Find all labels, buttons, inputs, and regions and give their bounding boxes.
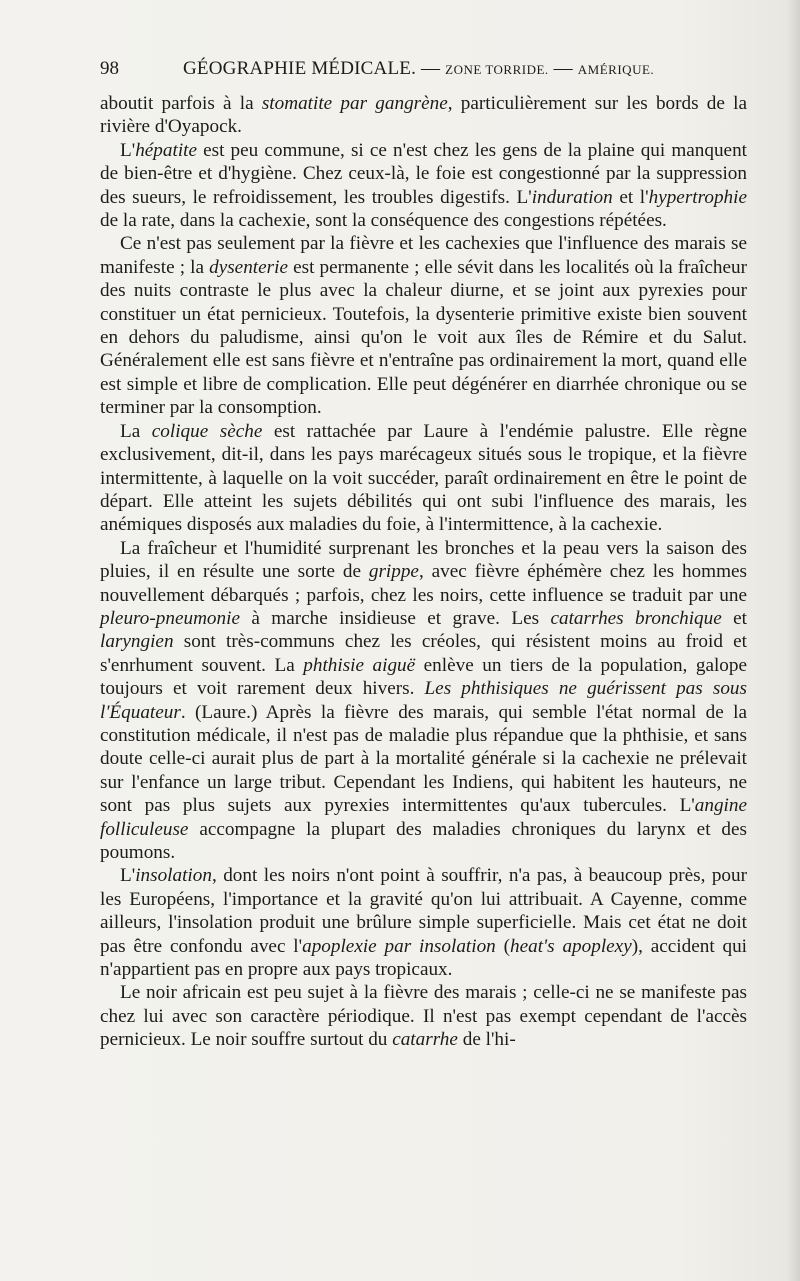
italic-term: catarrhe	[392, 1029, 458, 1051]
text-run: sont très-communs chez les créoles, qui résistent moins au froid et s'enrhument souvent. La	[100, 631, 747, 676]
italic-term: phthisie aiguë	[303, 654, 416, 676]
header-separator: —	[548, 58, 578, 79]
italic-term: stomatite par gangrène	[261, 93, 448, 114]
text-run: L'	[120, 139, 136, 161]
text-run: et l'	[612, 186, 649, 208]
italic-term: insolation	[135, 865, 212, 887]
running-title	[183, 58, 654, 80]
page-edge-shadow	[786, 0, 800, 1281]
italic-term: grippe	[368, 561, 419, 583]
subsection-title: AMÉRIQUE.	[577, 62, 655, 77]
italic-term: dysenterie	[209, 256, 288, 278]
text-run: à marche insidieuse et grave. Les	[239, 607, 551, 629]
italic-term: colique sèche	[151, 420, 263, 442]
italic-term: induration	[531, 186, 613, 208]
text-run: enlève un tiers de la population, galope toujours et voit rarement deux hivers.	[100, 654, 748, 700]
text-run: est rattachée par Laure à l'endémie palustre. Elle règne exclusivement, dit-il, dans les pays marécageux situés sous le tropique, et la fièvre intermittente, à laquelle on la voit succéder, paraît ordinairement en être le point de départ. Elle atteint les sujets débilités qui ont subi l'influence des marais, les anémiques disposés aux maladies du foie, à l'intermittence, à la cachexie.	[100, 420, 747, 536]
text-run: , dont les noirs n'ont point à souffrir, n'a pas, à beaucoup près, pour les Européens, l'importance et la gravité qu'on lui attribuait. A Cayenne, comme ailleurs, l'insolation produit une brûlure simple superficielle. Mais cet état ne doit pas être confondu avec l'	[100, 865, 747, 957]
text-run: , particulièrement sur les bords de la rivière d'Oyapock.	[100, 93, 747, 138]
text-run: de l'hi-	[457, 1029, 516, 1051]
text-run: est permanente ; elle sévit dans les localités où la fraîcheur des nuits contraste le plus avec la chaleur diurne, et se joint aux pyrexies pour constituer un état pernicieux. Toutefois, la dysenterie primitive existe bien souvent en dehors du paludisme, ainsi qu'on le voit aux îles de Rémire et du Salut. Généralement elle est sans fièvre et n'entraîne pas ordinairement la mort, quand elle est simple et libre de complication. Elle peut dégénérer en diarrhée chronique ou se terminer par la consomption.	[100, 256, 747, 419]
italic-term: heat's apoplexy	[510, 935, 632, 957]
text-run: ), accident qui n'appartient pas en propre aux pays tropicaux.	[100, 935, 748, 981]
text-run: et	[721, 607, 747, 629]
italic-term: hypertrophie	[648, 186, 747, 208]
paragraph	[100, 864, 747, 981]
italic-term: pleuro-pneumonie	[100, 607, 240, 629]
paragraph	[100, 537, 747, 865]
body-text	[100, 92, 747, 1052]
text-run: de la rate, dans la cachexie, sont la conséquence des congestions répétées.	[100, 210, 667, 232]
text-run: accompagne la plupart des maladies chroniques du larynx et des poumons.	[100, 818, 747, 863]
paragraph	[100, 92, 747, 139]
paragraph	[100, 139, 747, 233]
text-run: aboutit parfois à la	[100, 93, 262, 114]
page-number: 98	[100, 58, 119, 79]
text-run: L'	[120, 865, 136, 887]
paragraph	[100, 232, 747, 419]
text-run: est peu commune, si ce n'est chez les gens de la plaine qui manquent de bien-être et d'hygiène. Chez ceux-là, le foie est congestionné par la suppression des sueurs, le refroidissement, les troubles digestifs. L'	[100, 139, 747, 208]
text-run: . (Laure.) Après la fièvre des marais, qui semble l'état normal de la constitution médicale, il n'est pas de maladie plus répandue que la phthisie, et sans doute celle-ci aurait plus de part à la mortalité générale si la cachexie ne prélevait sur l'enfance un large tribut. Cependant les Indiens, qui habitent les hauteurs, ne sont pas plus sujets aux pyrexies intermittentes qu'aux tubercules. L'	[100, 701, 747, 817]
italic-term: laryngien	[100, 631, 174, 653]
paragraph	[100, 420, 747, 537]
text-run: Ce n'est pas seulement par la fièvre et les cachexies que l'influence des marais se manifeste ; la	[100, 233, 747, 278]
text-run: Le noir africain est peu sujet à la fièvre des marais ; celle-ci ne se manifeste pas chez lui avec son caractère périodique. Il n'est pas exempt cependant de l'accès pernicieux. Le noir souffre surtout du	[100, 982, 747, 1051]
italic-term: hépatite	[135, 139, 197, 161]
text-run: La fraîcheur et l'humidité surprenant les bronches et la peau vers la saison des pluies, il en résulte une sorte de	[100, 537, 747, 583]
italic-term: Les phthisiques ne guérissent pas sous l'Équateur	[100, 678, 747, 723]
running-header	[100, 58, 746, 82]
text-run: (	[495, 935, 511, 957]
text-run: La	[120, 420, 152, 442]
italic-term: apoplexie par insolation	[302, 935, 496, 957]
paragraph	[100, 981, 747, 1051]
italic-term: angine folliculeuse	[100, 795, 747, 840]
book-title: GÉOGRAPHIE MÉDICALE.	[183, 58, 417, 79]
italic-term: catarrhes bronchique	[550, 607, 722, 629]
text-run: , avec fièvre éphémère chez les hommes nouvellement débarqués ; parfois, chez les noirs, cette influence se traduit par une	[100, 561, 747, 606]
section-title: ZONE TORRIDE.	[445, 62, 549, 77]
header-separator: —	[416, 58, 446, 79]
